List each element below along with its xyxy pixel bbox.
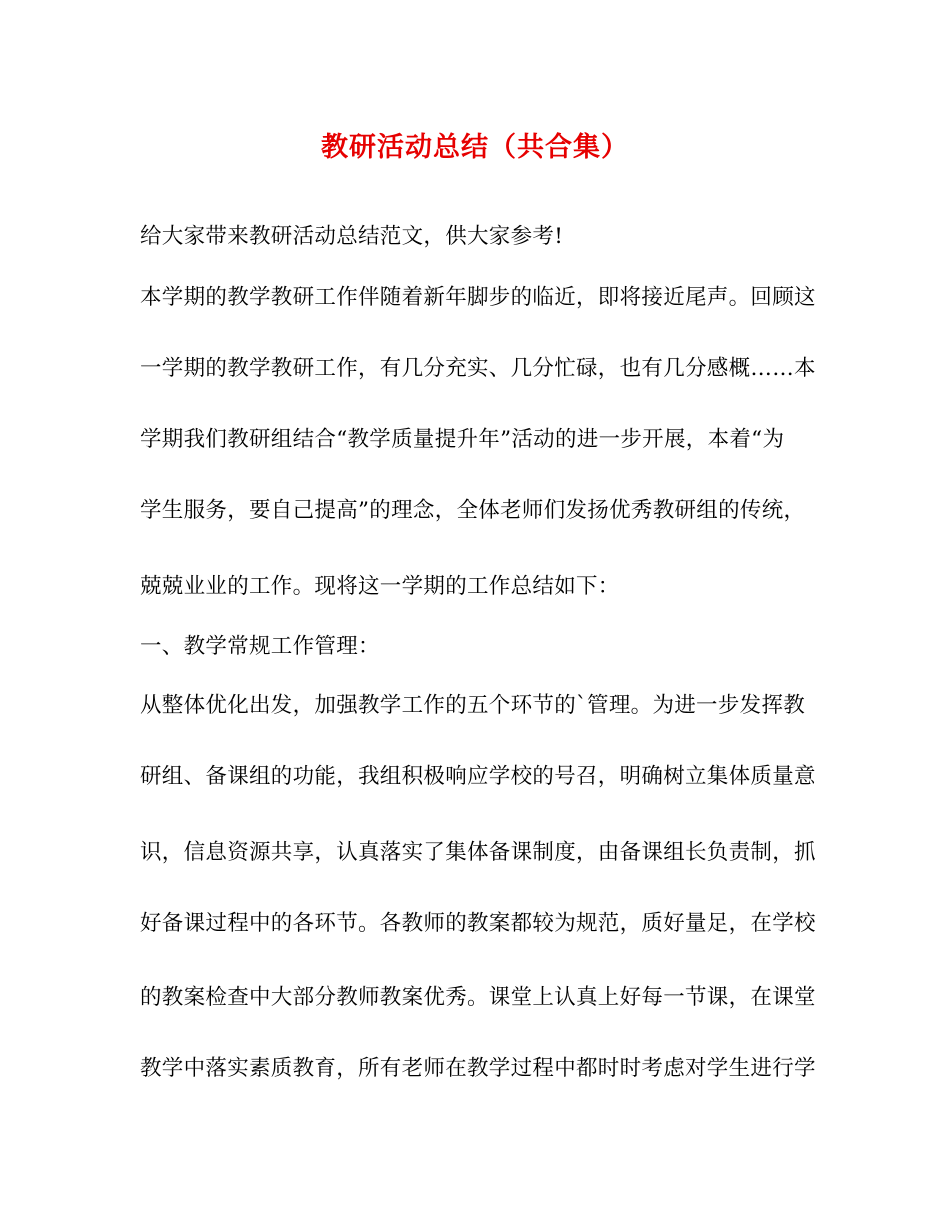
text-line: 识，信息资源共享，认真落实了集体备课制度，由备课组长负责制，抓 — [140, 840, 816, 865]
text-line: 给大家带来教研活动总结范文，供大家参考! — [140, 224, 564, 249]
text-line: 研组、备课组的功能，我组积极响应学校的号召，明确树立集体质量意 — [140, 764, 816, 789]
text-line: 一学期的教学教研工作，有几分充实、几分忙碌，也有几分感概……本 — [140, 356, 816, 381]
text-line: 兢兢业业的工作。现将这一学期的工作总结如下： — [140, 574, 620, 599]
text-line: 学期我们教研组结合“教学质量提升年”活动的进一步开展，本着“为 — [140, 427, 785, 452]
text-line: 从整体优化出发，加强教学工作的五个环节的`管理。为进一步发挥教 — [140, 693, 806, 718]
document-title: 教研活动总结（共合集） — [321, 132, 629, 163]
text-line: 教学中落实素质教育，所有老师在教学过程中都时时考虑对学生进行学 — [140, 1056, 816, 1081]
text-line: 本学期的教学教研工作伴随着新年脚步的临近，即将接近尾声。回顾这 — [140, 285, 816, 310]
text-line: 学生服务，要自己提高”的理念，全体老师们发扬优秀教研组的传统， — [140, 498, 806, 523]
text-line: 的教案检查中大部分教师教案优秀。课堂上认真上好每一节课，在课堂 — [140, 985, 816, 1010]
section-heading: 一、教学常规工作管理： — [140, 634, 380, 659]
text-line: 好备课过程中的各环节。各教师的教案都较为规范，质好量足，在学校 — [140, 911, 816, 936]
